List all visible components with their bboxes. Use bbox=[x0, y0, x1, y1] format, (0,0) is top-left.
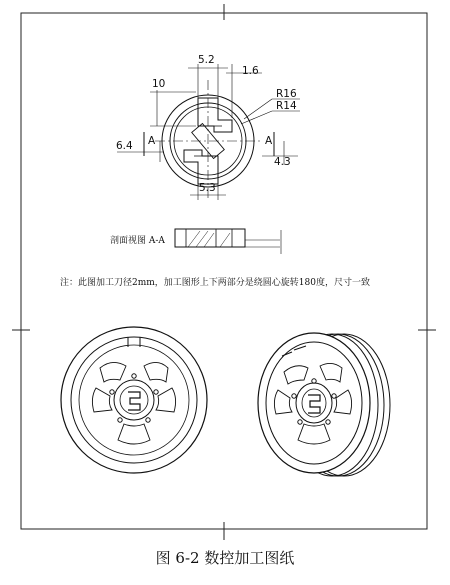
dim-top-offset: 1.6 bbox=[242, 65, 259, 77]
section-label: 剖面视图 A-A bbox=[110, 236, 165, 246]
section-mark-left: A bbox=[148, 135, 156, 147]
machining-note: 注：此图加工刀径2mm，加工图形上下两部分是绕圆心旋转180度，尺寸一致 bbox=[60, 278, 370, 288]
section-hatch bbox=[188, 231, 230, 247]
dim-vertical: 10 bbox=[152, 78, 166, 90]
wheel-iso-view bbox=[258, 333, 390, 476]
dim-right: 4.3 bbox=[274, 156, 291, 168]
section-view bbox=[175, 229, 281, 254]
dim-bottom-width: 5.3 bbox=[199, 182, 216, 194]
radius-inner-label: R14 bbox=[276, 100, 297, 112]
radius-outer-label: R16 bbox=[276, 88, 297, 100]
section-outline bbox=[175, 229, 245, 247]
figure-caption: 图 6-2 数控加工图纸 bbox=[155, 549, 295, 567]
wheel-front-view bbox=[61, 327, 207, 473]
top-view bbox=[117, 64, 300, 200]
dim-left: 6.4 bbox=[116, 140, 133, 152]
section-mark-right: A bbox=[265, 135, 273, 147]
dim-top-width: 5.2 bbox=[198, 54, 215, 66]
